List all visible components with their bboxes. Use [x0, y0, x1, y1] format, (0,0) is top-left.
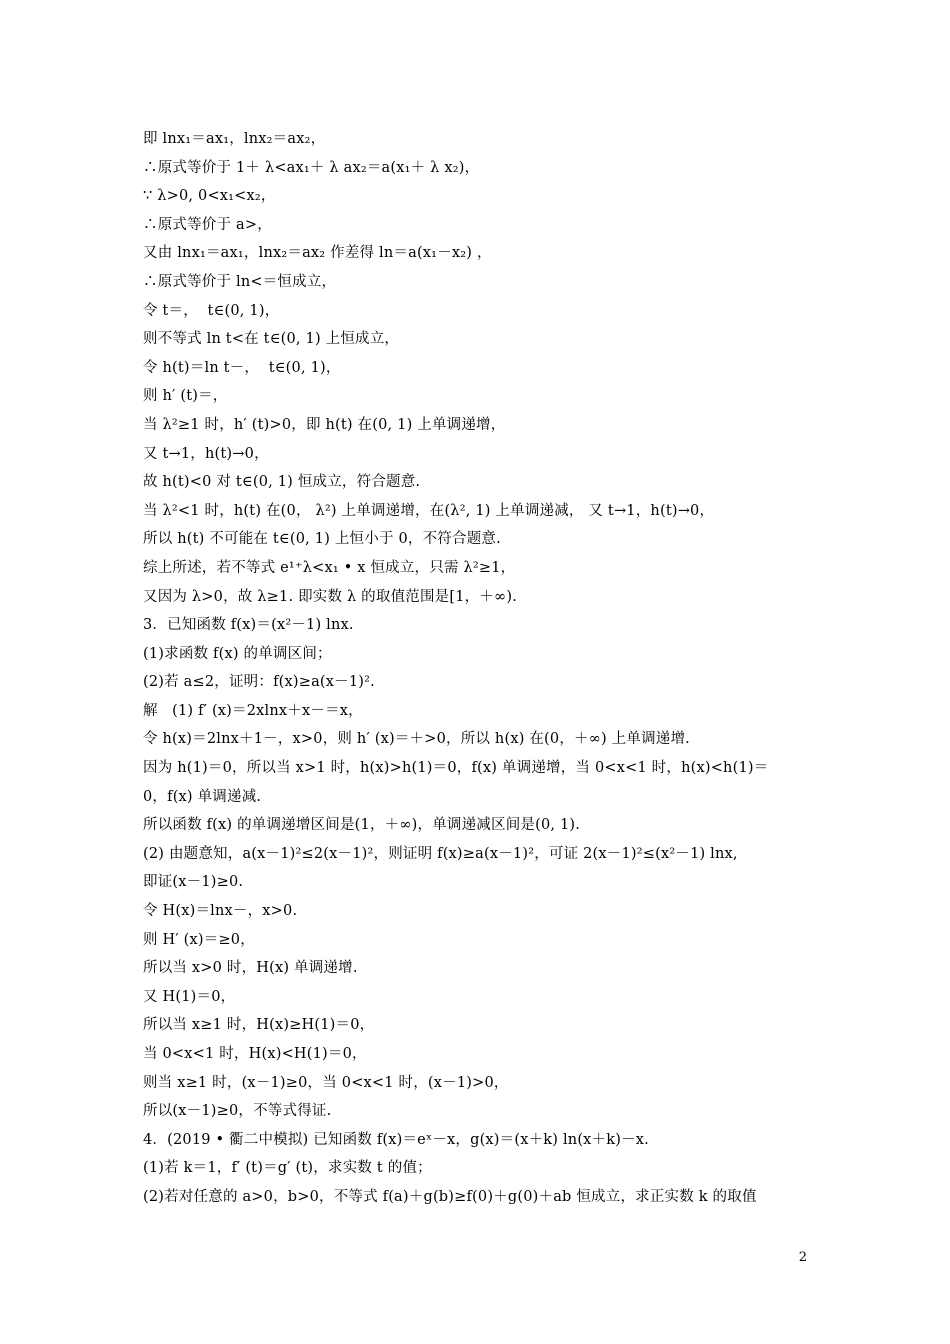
text-line: ∵ λ>0, 0<x₁<x₂， — [143, 188, 276, 205]
text-line: 令 h(x)＝2lnx＋1－，x>0，则 h′ (x)＝＋>0，所以 h(x) 在(0，＋∞) 上单调递增. — [143, 731, 690, 748]
text-line: 当 λ²≥1 时，h′ (t)>0，即 h(t) 在(0, 1) 上单调递增， — [143, 416, 506, 433]
text-line: (1)求函数 f(x) 的单调区间； — [143, 645, 332, 662]
text-line: 令 H(x)＝lnx－，x>0. — [143, 903, 298, 920]
text-line: 即 lnx₁＝ax₁，lnx₂＝ax₂， — [143, 131, 326, 147]
text-line: ∴原式等价于 a>， — [143, 216, 272, 233]
text-line: 综上所述，若不等式 e¹⁺λ<x₁ • x 恒成立，只需 λ²≥1， — [143, 559, 516, 576]
text-line: 又 t→1，h(t)→0， — [143, 445, 269, 462]
text-line: 又 H(1)＝0， — [143, 988, 236, 1005]
text-line: 则不等式 ln t<在 t∈(0, 1) 上恒成立， — [143, 331, 400, 348]
text-line: 0，f(x) 单调递减. — [143, 788, 262, 805]
text-line: ∴原式等价于 ln<＝恒成立， — [143, 273, 337, 290]
text-line: 因为 h(1)＝0，所以当 x>1 时，h(x)>h(1)＝0，f(x) 单调递增，当 0<x<1 时，h(x)<h(1)＝ — [143, 760, 769, 777]
text-line: ∴原式等价于 1＋ λ<ax₁＋ λ ax₂＝a(x₁＋ λ x₂)， — [143, 159, 480, 176]
text-line: 则当 x≥1 时，(x－1)≥0，当 0<x<1 时，(x－1)>0， — [143, 1074, 509, 1091]
text-line: 当 λ²<1 时，h(t) 在(0， λ²) 上单调递增，在(λ², 1) 上单调递减， 又 t→1，h(t)→0， — [143, 502, 715, 519]
text-line: 所以函数 f(x) 的单调递增区间是(1，＋∞)，单调递减区间是(0, 1). — [143, 817, 581, 834]
text-line: 故 h(t)<0 对 t∈(0, 1) 恒成立，符合题意. — [143, 474, 421, 491]
text-line: (1)若 k＝1，f′ (t)＝g′ (t)，求实数 t 的值； — [143, 1160, 432, 1177]
text-line: 所以(x－1)≥0，不等式得证. — [143, 1103, 332, 1120]
text-line: (2)若 a≤2，证明：f(x)≥a(x－1)². — [143, 674, 375, 691]
text-line: 解 (1) f′ (x)＝2xlnx＋x－＝x， — [143, 702, 363, 719]
text-line: 即证(x－1)≥0. — [143, 874, 244, 891]
text-line: (2) 由题意知，a(x－1)²≤2(x－1)²，则证明 f(x)≥a(x－1)²，可证 2(x－1)²≤(x²－1) lnx, — [143, 845, 738, 862]
text-line: 令 h(t)＝ln t－， t∈(0, 1)， — [143, 359, 341, 376]
text-line: 又由 lnx₁＝ax₁，lnx₂＝ax₂ 作差得 ln＝a(x₁－x₂) ， — [143, 245, 492, 262]
text-line: 又因为 λ>0，故 λ≥1. 即实数 λ 的取值范围是[1，＋∞). — [143, 588, 517, 605]
text-line: 4．(2019 • 衢二中模拟) 已知函数 f(x)＝eˣ－x，g(x)＝(x＋k) ln(x＋k)－x. — [143, 1131, 649, 1148]
page-number: 2 — [798, 1250, 807, 1265]
text-line: 令 t＝， t∈(0, 1)， — [143, 302, 280, 319]
text-line: 所以 h(t) 不可能在 t∈(0, 1) 上恒小于 0，不符合题意. — [143, 531, 501, 548]
document-body — [143, 125, 823, 1212]
text-line: (2)若对任意的 a>0，b>0，不等式 f(a)＋g(b)≥f(0)＋g(0)＋ab 恒成立，求正实数 k 的取值 — [143, 1188, 757, 1205]
text-line: 所以当 x>0 时，H(x) 单调递增. — [143, 960, 358, 977]
text-line: 所以当 x≥1 时，H(x)≥H(1)＝0， — [143, 1017, 375, 1034]
text-line: 则 H′ (x)＝≥0， — [143, 931, 255, 948]
text-line: 当 0<x<1 时，H(x)<H(1)＝0， — [143, 1046, 367, 1062]
text-line: 则 h′ (t)＝， — [143, 388, 228, 405]
text-line: 3．已知函数 f(x)＝(x²－1) lnx. — [143, 617, 354, 634]
